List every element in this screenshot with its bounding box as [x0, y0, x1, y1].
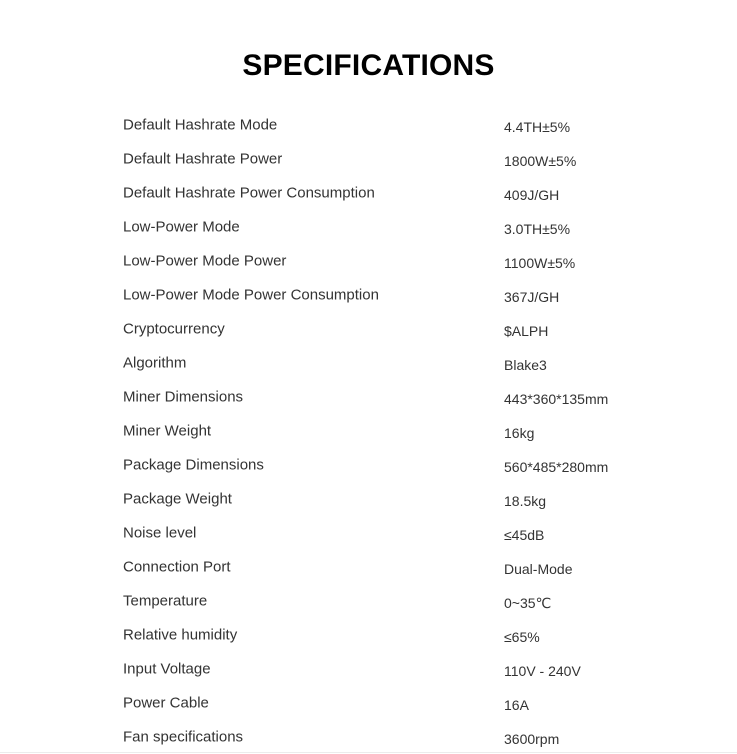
spec-label: Cryptocurrency: [123, 320, 225, 338]
spec-row: [0, 278, 737, 312]
spec-row: [0, 516, 737, 550]
spec-label: Low-Power Mode Power: [123, 252, 287, 270]
spec-value: 110V - 240V: [504, 663, 581, 679]
spec-label: Low-Power Mode Power Consumption: [123, 286, 379, 304]
spec-row: [0, 686, 737, 720]
spec-row: [0, 380, 737, 414]
spec-value: 3600rpm: [504, 731, 560, 747]
spec-value: 18.5kg: [504, 493, 547, 509]
spec-label: Miner Weight: [123, 422, 212, 440]
spec-row: [0, 482, 737, 516]
spec-row: [0, 448, 737, 482]
spec-row: [0, 584, 737, 618]
spec-row: [0, 618, 737, 652]
spec-label: Package Dimensions: [123, 456, 264, 474]
spec-value: 443*360*135mm: [504, 391, 609, 407]
spec-row: [0, 720, 737, 754]
spec-label: Default Hashrate Mode: [123, 116, 278, 134]
spec-label: Package Weight: [123, 490, 232, 508]
spec-label: Relative humidity: [123, 626, 238, 644]
spec-value: 4.4TH±5%: [504, 119, 571, 135]
spec-value: ≤45dB: [504, 527, 545, 543]
spec-table: [0, 108, 737, 754]
spec-value: 409J/GH: [504, 187, 560, 203]
spec-label: Input Voltage: [123, 660, 211, 678]
spec-label: Connection Port: [123, 558, 231, 576]
spec-label: Low-Power Mode: [123, 218, 240, 236]
spec-label: Default Hashrate Power Consumption: [123, 184, 375, 202]
spec-value: 560*485*280mm: [504, 459, 609, 475]
spec-value: 0~35℃: [504, 595, 552, 611]
spec-value: ≤65%: [504, 629, 540, 645]
spec-label: Noise level: [123, 524, 197, 542]
spec-value: 1100W±5%: [504, 255, 576, 271]
spec-value: $ALPH: [504, 323, 549, 339]
spec-row: [0, 142, 737, 176]
spec-row: [0, 210, 737, 244]
spec-value: Blake3: [504, 357, 547, 373]
spec-row: [0, 652, 737, 686]
spec-row: [0, 176, 737, 210]
bottom-divider: [0, 752, 737, 753]
spec-row: [0, 414, 737, 448]
spec-row: [0, 312, 737, 346]
spec-row: [0, 346, 737, 380]
spec-value: Dual-Mode: [504, 561, 573, 577]
spec-row: [0, 108, 737, 142]
spec-label: Algorithm: [123, 354, 187, 372]
spec-label: Power Cable: [123, 694, 209, 712]
spec-value: 367J/GH: [504, 289, 560, 305]
spec-value: 1800W±5%: [504, 153, 577, 169]
spec-label: Miner Dimensions: [123, 388, 244, 406]
spec-value: 16kg: [504, 425, 535, 441]
spec-label: Default Hashrate Power: [123, 150, 283, 168]
spec-row: [0, 244, 737, 278]
spec-label: Temperature: [123, 592, 208, 610]
spec-row: [0, 550, 737, 584]
spec-value: 16A: [504, 697, 529, 713]
page-title: SPECIFICATIONS: [242, 49, 495, 82]
spec-label: Fan specifications: [123, 728, 244, 746]
spec-value: 3.0TH±5%: [504, 221, 571, 237]
